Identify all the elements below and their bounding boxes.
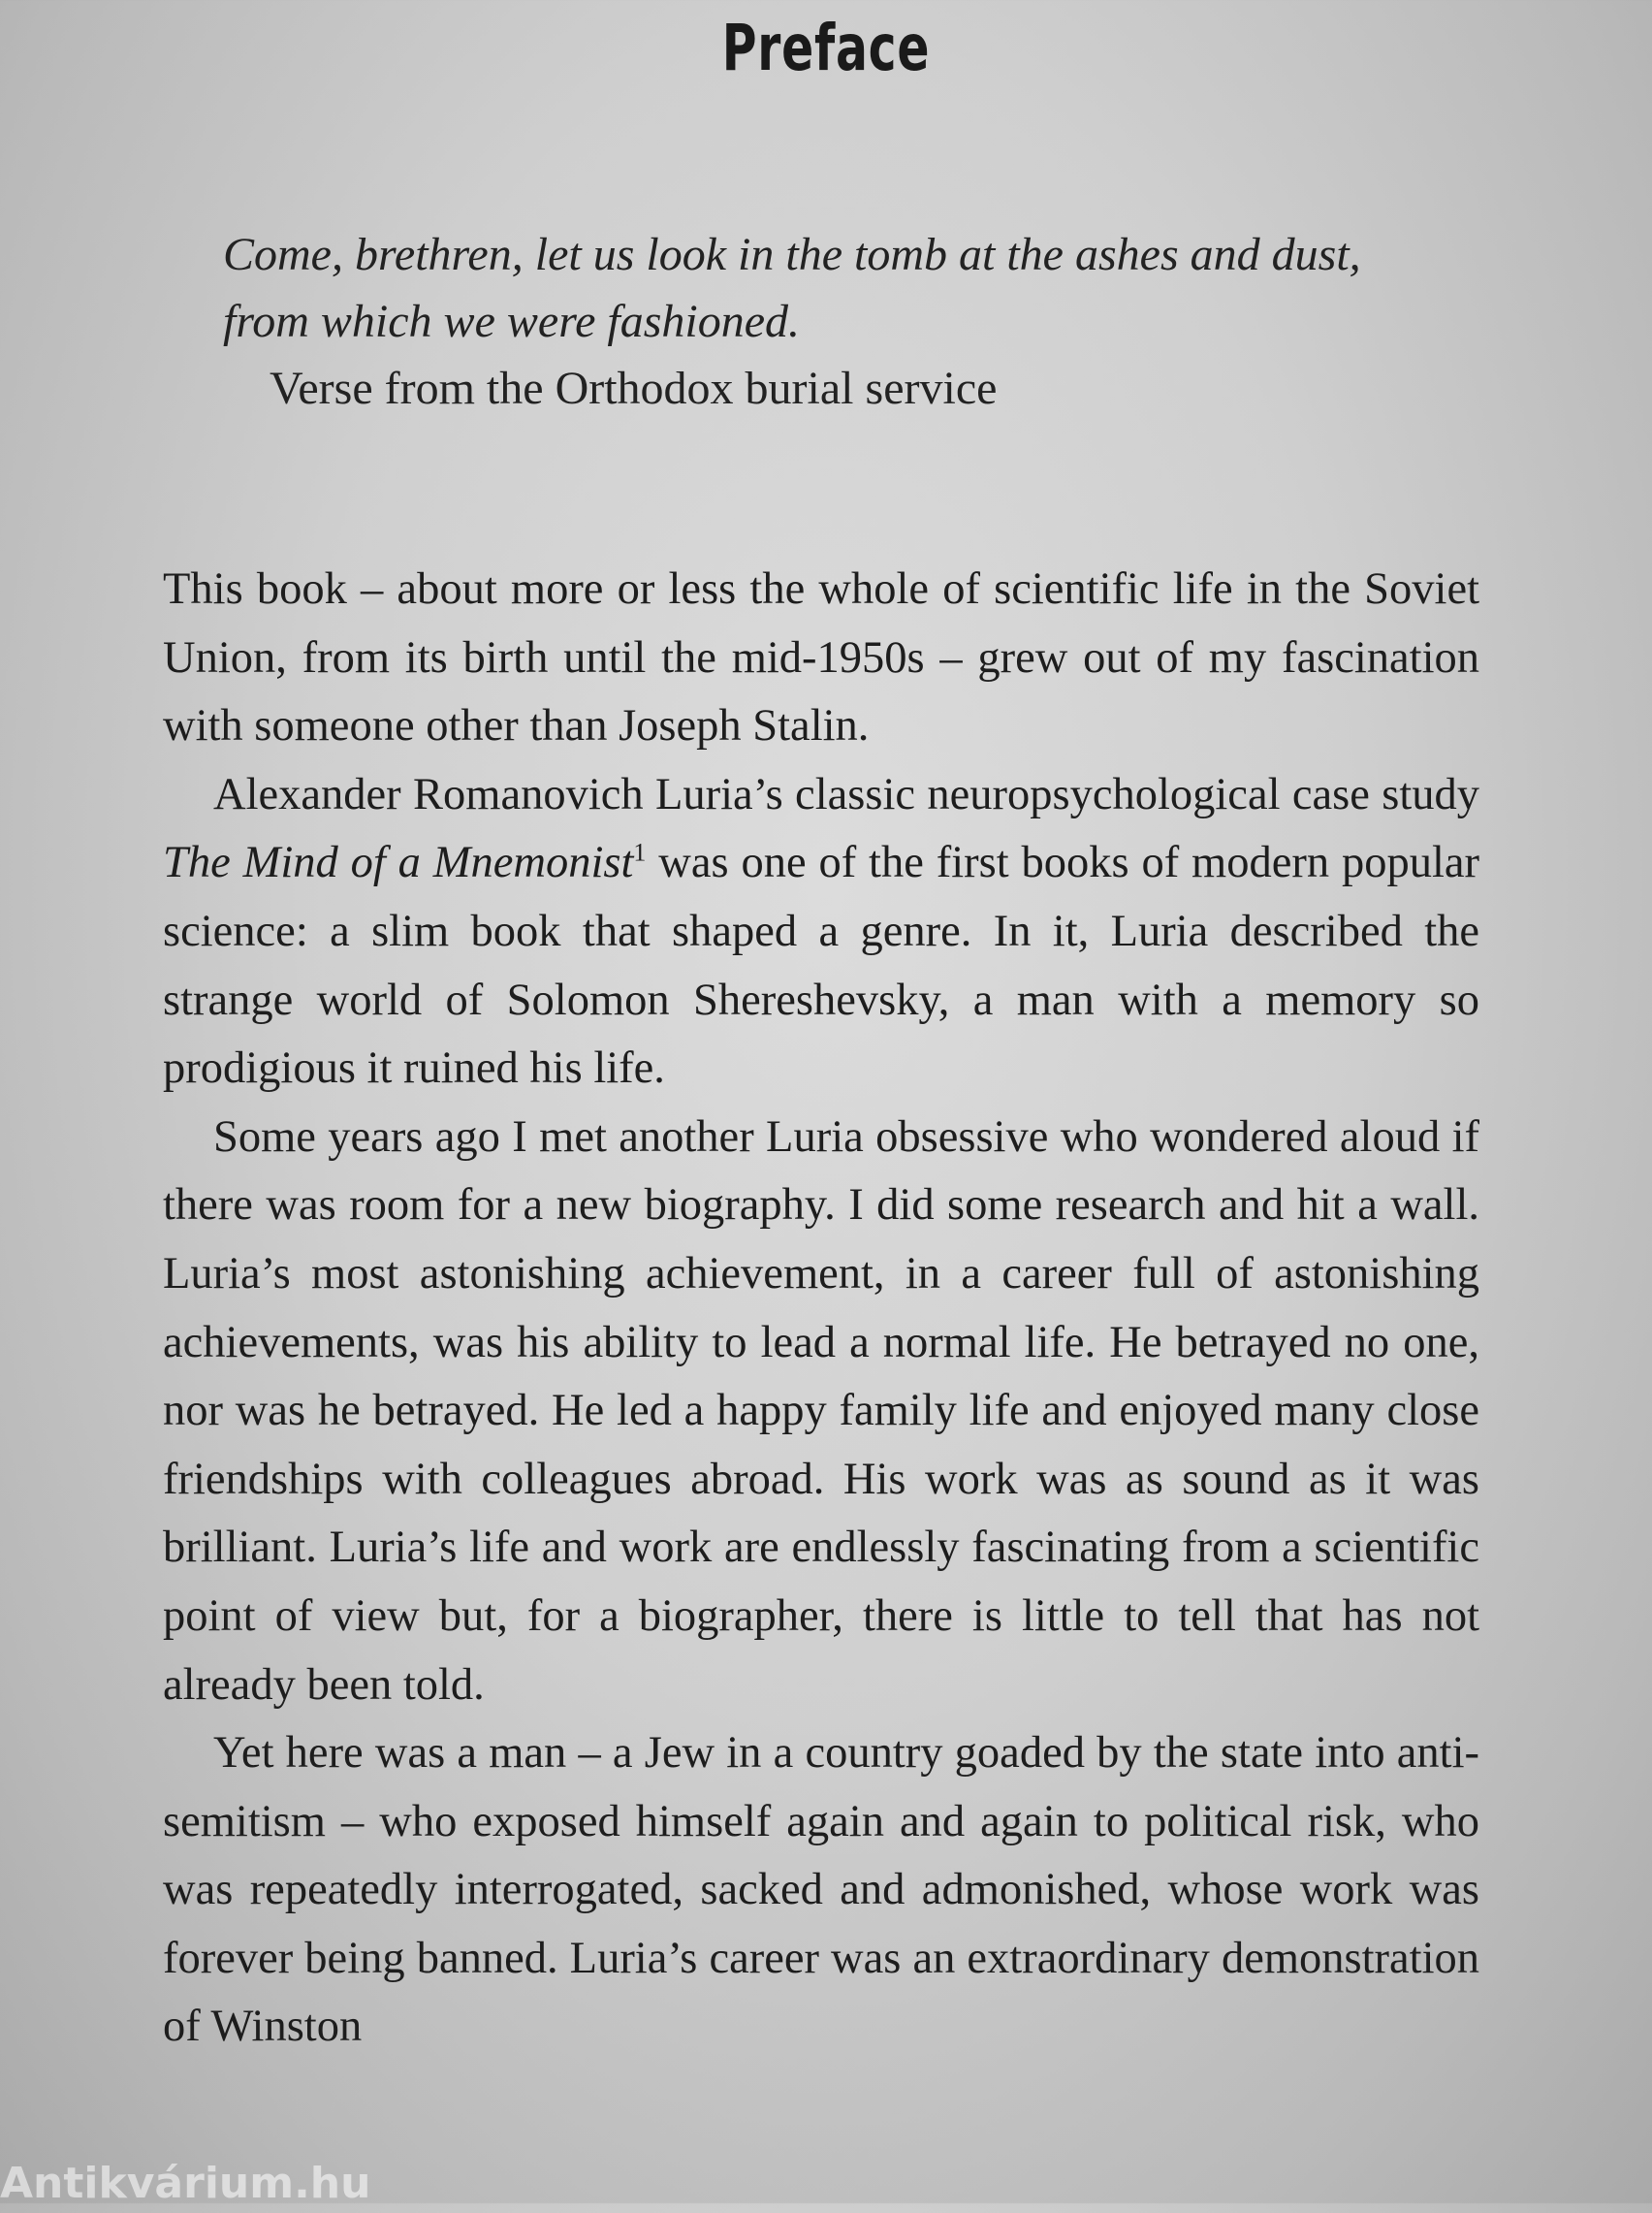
paragraph-3: Some years ago I met another Luria obsessive who wondered aloud if there was room for a new biography. I did some research and hit a wall. Luria’s most astonishing achievement, in a career full of astonishing achievements, was his ability to lead a normal life. He betrayed no one, nor was he betrayed. He led a happy family life and enjoyed many close friendships with colleagues abroad. His work was as sound as it was brilliant. Luria’s life and work are endlessly fascinating from a scientific point of view but, for a biographer, there is little to tell that has not already been told. bbox=[163, 1111, 1479, 1710]
paragraph-2 bbox=[163, 761, 1479, 1104]
paragraph-2-intro: Alexander Romanovich Luria’s classic neuropsychological case study bbox=[213, 769, 1479, 819]
footnote-marker: 1 bbox=[633, 838, 647, 867]
epigraph-source: Verse from the Orthodox burial service bbox=[270, 363, 998, 414]
epigraph-quote: Come, brethren, let us look in the tomb at the ashes and dust, from which we were fashioned. bbox=[223, 229, 1361, 347]
watermark: Antikvárium.hu bbox=[0, 2159, 371, 2208]
book-title-mind-of-a-mnemonist: The Mind of a Mnemonist bbox=[163, 838, 634, 888]
chapter-title: Preface bbox=[721, 11, 931, 85]
paragraph-1: This book – about more or less the whole of scientific life in the Soviet Union, from its birth until the mid-1950s – grew out of my fascination with someone other than Joseph Stalin. bbox=[163, 564, 1479, 752]
paragraph-2-rest: was one of the first books of modern popular science: a slim book that shaped a genre. In it, Luria described the strange world of Solomon Shereshevsky, a man with a memory so prodigious it ruined his life. bbox=[163, 838, 1479, 1094]
body-text bbox=[163, 556, 1479, 2062]
paragraph-4: Yet here was a man – a Jew in a country goaded by the state into anti-semitism – who exposed himself again and again to political risk, who was repeatedly interrogated, sacked and admonished, whose work was forever being banned. Luria’s career was an extraordinary demonstration of Winston bbox=[163, 1728, 1479, 2052]
epigraph bbox=[223, 221, 1406, 422]
